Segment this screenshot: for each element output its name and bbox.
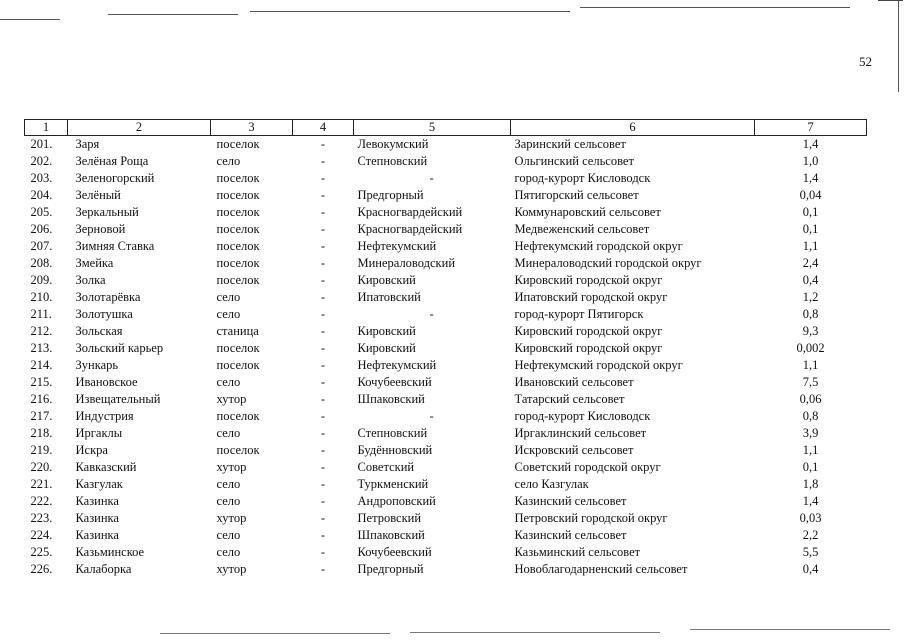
area-value: 5,5	[802, 545, 819, 559]
district-name: Андроповский	[357, 494, 436, 508]
row-number: 223.	[30, 511, 53, 525]
municipality-name: Коммунаровский сельсовет	[514, 205, 661, 219]
district-name: Ипатовский	[357, 290, 421, 304]
settlement-name: Зольский карьер	[75, 341, 164, 355]
row-number: 208.	[30, 256, 53, 270]
column-4-value: -	[320, 239, 326, 253]
district-name: Предгорный	[357, 562, 424, 576]
area-value: 1,4	[802, 171, 819, 185]
settlement-name: Золка	[75, 273, 106, 287]
district-name: Кочубеевский	[357, 375, 432, 389]
area-value: 1,2	[802, 290, 819, 304]
column-4-value: -	[320, 511, 326, 525]
scan-edge-bottom	[160, 633, 390, 634]
column-4-value: -	[320, 290, 326, 304]
area-value: 0,002	[796, 341, 825, 355]
area-value: 0,4	[802, 273, 819, 287]
table-row	[25, 136, 867, 154]
settlement-type: поселок	[216, 239, 260, 253]
municipality-name: Ипатовский городской округ	[514, 290, 668, 304]
column-4-value: -	[320, 375, 326, 389]
column-4-value: -	[320, 562, 326, 576]
district-name: Нефтекумский	[357, 358, 437, 372]
settlement-type: поселок	[216, 341, 260, 355]
settlement-name: Казинка	[75, 528, 119, 542]
column-header: 4	[293, 120, 354, 136]
district-name: Кировский	[357, 341, 416, 355]
table-row	[25, 272, 867, 289]
municipality-name: Казьминский сельсовет	[514, 545, 641, 559]
district-name: Петровский	[357, 511, 422, 525]
settlement-type: хутор	[216, 511, 247, 525]
settlement-type: село	[216, 528, 241, 542]
column-4-value: -	[320, 341, 326, 355]
settlement-type: село	[216, 375, 241, 389]
municipality-name: Кировский городской округ	[514, 273, 663, 287]
row-number: 215.	[30, 375, 53, 389]
row-number: 214.	[30, 358, 53, 372]
column-header: 2	[68, 120, 211, 136]
table-row	[25, 442, 867, 459]
column-4-value: -	[320, 273, 326, 287]
row-number: 226.	[30, 562, 53, 576]
row-number: 220.	[30, 460, 53, 474]
municipality-name: Нефтекумский городской округ	[514, 358, 683, 372]
municipality-name: Кировский городской округ	[514, 324, 663, 338]
settlement-type: село	[216, 426, 241, 440]
settlement-type: поселок	[216, 137, 260, 151]
scan-edge-top-right	[878, 0, 903, 1]
municipality-name: Медвеженский сельсовет	[514, 222, 650, 236]
municipality-name: Советский городской округ	[514, 460, 661, 474]
district-name: Степновский	[357, 154, 428, 168]
scan-edge-bottom	[410, 632, 660, 633]
settlement-name: Змейка	[75, 256, 114, 270]
table-row	[25, 374, 867, 391]
page-number: 52	[859, 54, 872, 69]
table-row	[25, 408, 867, 425]
area-value: 0,04	[799, 188, 822, 202]
district-name: Будённовский	[357, 443, 433, 457]
row-number: 219.	[30, 443, 53, 457]
settlement-type: хутор	[216, 392, 247, 406]
row-number: 217.	[30, 409, 53, 423]
settlement-name: Зольская	[75, 324, 123, 338]
district-name: Левокумский	[357, 137, 429, 151]
municipality-name: Пятигорский сельсовет	[514, 188, 639, 202]
settlement-type: поселок	[216, 443, 260, 457]
area-value: 2,2	[802, 528, 819, 542]
row-number: 204.	[30, 188, 53, 202]
column-4-value: -	[320, 477, 326, 491]
area-value: 2,4	[802, 256, 819, 270]
municipality-name: Заринский сельсовет	[514, 137, 626, 151]
settlement-type: село	[216, 307, 241, 321]
row-number: 209.	[30, 273, 53, 287]
row-number: 201.	[30, 137, 53, 151]
area-value: 0,1	[802, 205, 819, 219]
settlement-type: станица	[216, 324, 259, 338]
table-row	[25, 527, 867, 544]
area-value: 9,3	[802, 324, 819, 338]
table-row	[25, 357, 867, 374]
settlement-name: Казгулак	[75, 477, 123, 491]
area-value: 1,1	[802, 443, 819, 457]
scan-edge-top	[580, 7, 850, 8]
district-name: -	[429, 171, 434, 185]
district-name: Степновский	[357, 426, 428, 440]
district-name: Красногвардейский	[357, 222, 463, 236]
area-value: 0,8	[802, 409, 819, 423]
table-row	[25, 544, 867, 561]
settlement-type: хутор	[216, 460, 247, 474]
table-row	[25, 391, 867, 408]
district-name: Туркменский	[357, 477, 429, 491]
municipality-name: Искровский сельсовет	[514, 443, 634, 457]
settlement-type: поселок	[216, 188, 260, 202]
row-number: 207.	[30, 239, 53, 253]
area-value: 1,8	[802, 477, 819, 491]
settlement-type: поселок	[216, 171, 260, 185]
settlement-name: Золотушка	[75, 307, 133, 321]
settlement-type: поселок	[216, 273, 260, 287]
district-name: Советский	[357, 460, 415, 474]
area-value: 3,9	[802, 426, 819, 440]
municipality-name: Татарский сельсовет	[514, 392, 625, 406]
area-value: 1,1	[802, 239, 819, 253]
area-value: 7,5	[802, 375, 819, 389]
table-row	[25, 425, 867, 442]
municipality-name: Казинский сельсовет	[514, 528, 627, 542]
settlement-name: Золотарёвка	[75, 290, 141, 304]
table-row	[25, 306, 867, 323]
settlement-name: Извещательный	[75, 392, 161, 406]
row-number: 222.	[30, 494, 53, 508]
settlement-name: Зеркальный	[75, 205, 139, 219]
scan-edge-top	[108, 14, 238, 15]
settlement-type: поселок	[216, 222, 260, 236]
table-row	[25, 289, 867, 306]
table-row	[25, 493, 867, 510]
table-row	[25, 204, 867, 221]
table-row	[25, 238, 867, 255]
column-4-value: -	[320, 205, 326, 219]
row-number: 218.	[30, 426, 53, 440]
settlement-name: Зерновой	[75, 222, 126, 236]
district-name: Шпаковский	[357, 392, 425, 406]
municipality-name: Новоблагодарненский сельсовет	[514, 562, 688, 576]
area-value: 1,4	[802, 494, 819, 508]
column-4-value: -	[320, 409, 326, 423]
row-number: 225.	[30, 545, 53, 559]
table-row	[25, 255, 867, 272]
municipality-name: город-курорт Пятигорск	[514, 307, 644, 321]
scan-edge-bottom	[690, 629, 890, 630]
district-name: Кочубеевский	[357, 545, 432, 559]
column-4-value: -	[320, 494, 326, 508]
settlement-type: поселок	[216, 205, 260, 219]
settlement-name: Зункарь	[75, 358, 119, 372]
municipality-name: Петровский городской округ	[514, 511, 668, 525]
column-4-value: -	[320, 426, 326, 440]
column-header: 5	[354, 120, 511, 136]
area-value: 0,1	[802, 460, 819, 474]
column-header: 3	[211, 120, 293, 136]
column-header: 1	[25, 120, 68, 136]
settlement-name: Кавказский	[75, 460, 137, 474]
row-number: 203.	[30, 171, 53, 185]
settlement-name: Индустрия	[75, 409, 134, 423]
table-row	[25, 221, 867, 238]
scan-edge-right	[898, 0, 899, 92]
table-row	[25, 561, 867, 578]
municipality-name: Казинский сельсовет	[514, 494, 627, 508]
settlement-type: село	[216, 154, 241, 168]
table-row	[25, 187, 867, 204]
column-4-value: -	[320, 154, 326, 168]
column-4-value: -	[320, 545, 326, 559]
row-number: 221.	[30, 477, 53, 491]
table-row	[25, 340, 867, 357]
column-header: 6	[511, 120, 755, 136]
column-4-value: -	[320, 443, 326, 457]
settlement-type: хутор	[216, 562, 247, 576]
settlement-type: село	[216, 290, 241, 304]
settlement-name: Зимняя Ставка	[75, 239, 155, 253]
row-number: 205.	[30, 205, 53, 219]
table-row	[25, 510, 867, 527]
municipality-name: село Казгулак	[514, 477, 589, 491]
row-number: 213.	[30, 341, 53, 355]
column-4-value: -	[320, 171, 326, 185]
municipality-name: Минераловодский городской округ	[514, 256, 702, 270]
district-name: Красногвардейский	[357, 205, 463, 219]
row-number: 216.	[30, 392, 53, 406]
settlement-name: Зелёный	[75, 188, 121, 202]
scan-edge-top-left	[0, 19, 60, 20]
row-number: 210.	[30, 290, 53, 304]
settlement-type: поселок	[216, 256, 260, 270]
column-4-value: -	[320, 307, 326, 321]
municipality-name: Ивановский сельсовет	[514, 375, 634, 389]
row-number: 224.	[30, 528, 53, 542]
table-row	[25, 170, 867, 187]
settlement-name: Казьминское	[75, 545, 145, 559]
settlements-table	[24, 119, 867, 578]
area-value: 1,1	[802, 358, 819, 372]
municipality-name: Нефтекумский городской округ	[514, 239, 683, 253]
settlement-type: село	[216, 477, 241, 491]
column-4-value: -	[320, 137, 326, 151]
district-name: -	[429, 409, 434, 423]
column-4-value: -	[320, 528, 326, 542]
column-4-value: -	[320, 324, 326, 338]
district-name: Шпаковский	[357, 528, 425, 542]
table-row	[25, 153, 867, 170]
settlement-type: село	[216, 494, 241, 508]
column-header: 7	[755, 120, 867, 136]
district-name: -	[429, 307, 434, 321]
area-value: 0,06	[799, 392, 822, 406]
settlement-name: Зелёная Роща	[75, 154, 149, 168]
area-value: 1,4	[802, 137, 819, 151]
settlement-type: село	[216, 545, 241, 559]
settlement-name: Ивановское	[75, 375, 138, 389]
settlement-name: Казинка	[75, 494, 119, 508]
column-4-value: -	[320, 256, 326, 270]
area-value: 0,8	[802, 307, 819, 321]
column-4-value: -	[320, 188, 326, 202]
table-row	[25, 476, 867, 493]
table-row	[25, 459, 867, 476]
settlement-name: Заря	[75, 137, 100, 151]
district-name: Кировский	[357, 273, 416, 287]
row-number: 202.	[30, 154, 53, 168]
settlement-name: Казинка	[75, 511, 119, 525]
column-4-value: -	[320, 392, 326, 406]
settlement-name: Искра	[75, 443, 108, 457]
district-name: Минераловодский	[357, 256, 456, 270]
column-4-value: -	[320, 358, 326, 372]
row-number: 211.	[30, 307, 52, 321]
table-header-row	[25, 120, 867, 136]
row-number: 206.	[30, 222, 53, 236]
settlement-name: Калаборка	[75, 562, 132, 576]
area-value: 0,03	[799, 511, 822, 525]
district-name: Кировский	[357, 324, 416, 338]
municipality-name: Иргаклинский сельсовет	[514, 426, 647, 440]
settlement-type: поселок	[216, 409, 260, 423]
settlement-name: Иргаклы	[75, 426, 123, 440]
column-4-value: -	[320, 222, 326, 236]
row-number: 212.	[30, 324, 53, 338]
scan-edge-top	[250, 11, 570, 12]
district-name: Нефтекумский	[357, 239, 437, 253]
settlement-name: Зеленогорский	[75, 171, 155, 185]
municipality-name: город-курорт Кисловодск	[514, 409, 651, 423]
municipality-name: Кировский городской округ	[514, 341, 663, 355]
table-row	[25, 323, 867, 340]
district-name: Предгорный	[357, 188, 424, 202]
column-4-value: -	[320, 460, 326, 474]
municipality-name: Ольгинский сельсовет	[514, 154, 634, 168]
area-value: 0,1	[802, 222, 819, 236]
municipality-name: город-курорт Кисловодск	[514, 171, 651, 185]
area-value: 1,0	[802, 154, 819, 168]
settlement-type: поселок	[216, 358, 260, 372]
area-value: 0,4	[802, 562, 819, 576]
